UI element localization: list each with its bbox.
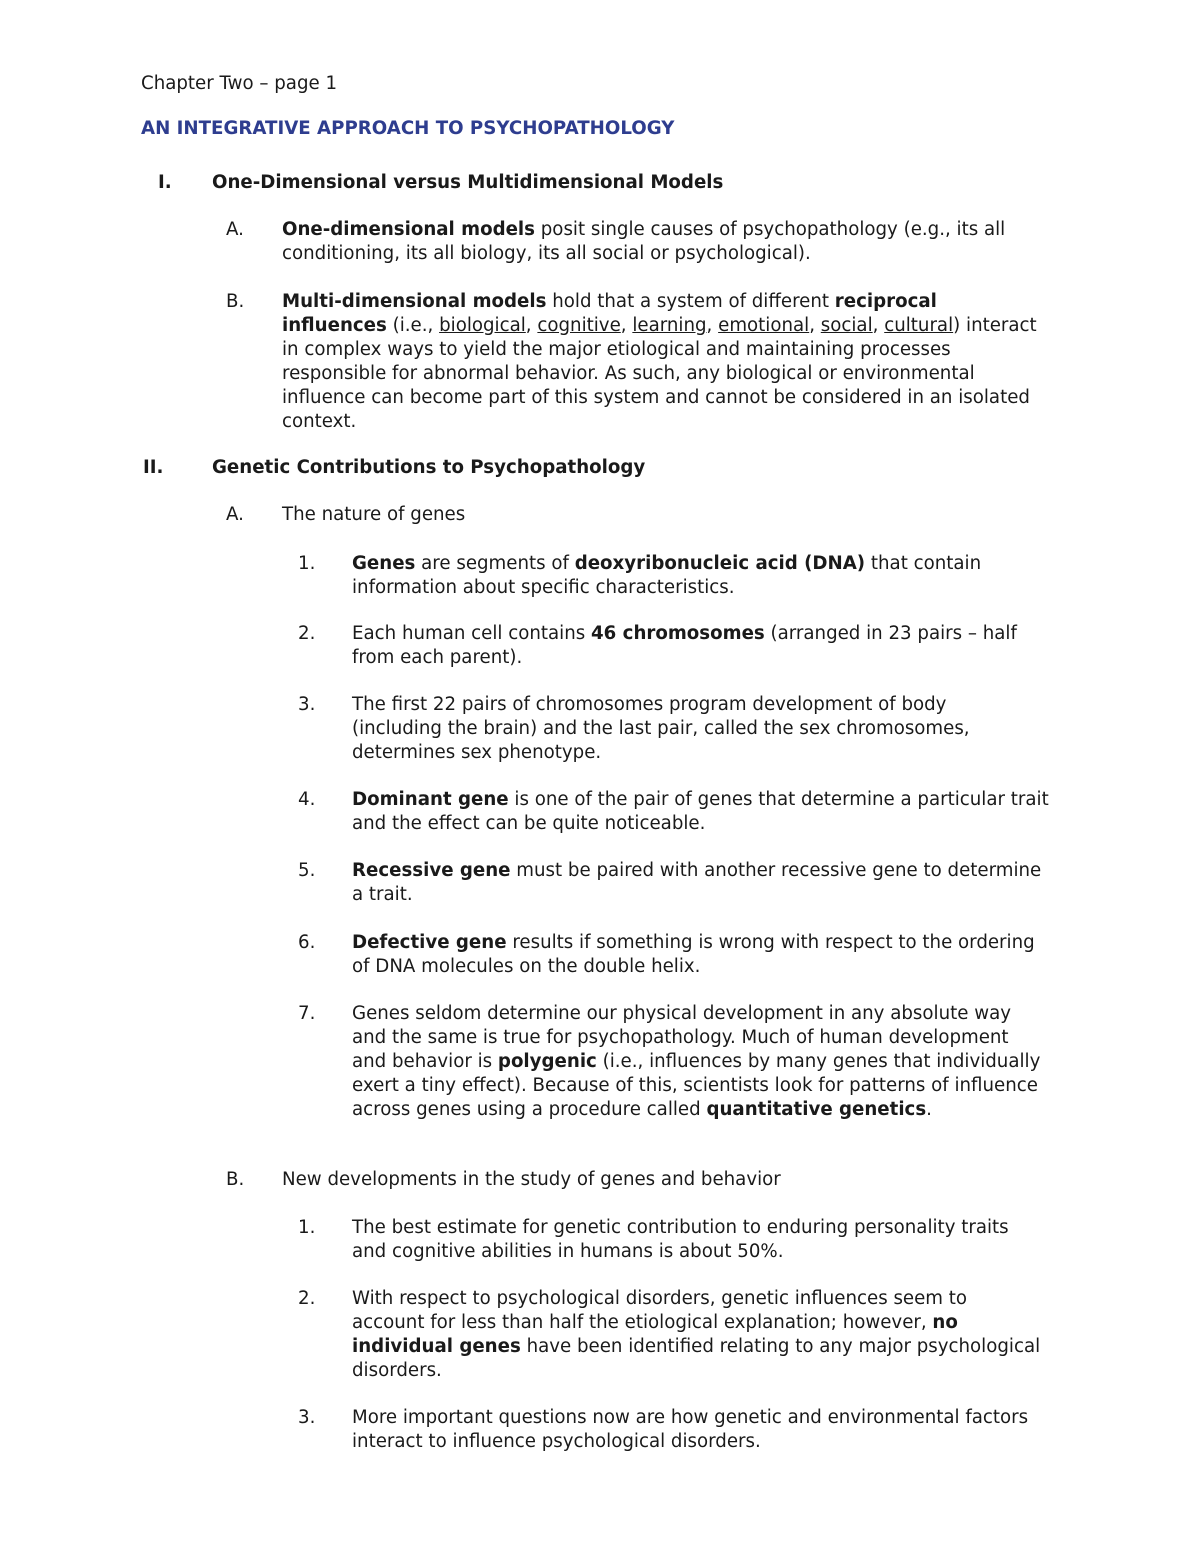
item-label: B. (226, 1169, 245, 1190)
subsection-heading: New developments in the study of genes and behavior (282, 1169, 781, 1190)
list-number: 2. (298, 623, 316, 644)
subsection-heading: The nature of genes (282, 504, 466, 525)
influence-emotional: emotional (718, 315, 810, 336)
term: no individual genes (352, 1312, 958, 1357)
text: The first 22 pairs of chromosomes program development of body (including the brain) and the last pair, called the sex chromosomes, determines sex phenotype. (352, 694, 970, 763)
list-item (352, 1406, 1042, 1454)
text: ) interact in complex ways to yield the major etiological and maintaining processes responsible for abnormal behavior. As such, any biological or environmental influence can become part of this system and cannot be considered in an isolated context. (282, 315, 1037, 432)
influence-social: social (820, 315, 873, 336)
page-header: Chapter Two – page 1 (141, 73, 338, 94)
list-number: 5. (298, 860, 316, 881)
term: Multi-dimensional models (282, 291, 547, 312)
term: reciprocal influences (282, 291, 937, 336)
list-item (352, 1216, 1042, 1264)
list-number: 6. (298, 932, 316, 953)
influence-cognitive: cognitive (537, 315, 621, 336)
list-item (352, 552, 1042, 600)
text: Each human cell contains (352, 623, 592, 644)
text: results if something is wrong with respect to the ordering of DNA molecules on the double helix. (352, 932, 1035, 977)
item-label: A. (226, 219, 244, 240)
text: . (926, 1099, 932, 1120)
text: More important questions now are how genetic and environmental factors interact to influence psychological disorders. (352, 1407, 1029, 1452)
term: 46 chromosomes (591, 623, 765, 644)
text: Genes seldom determine our physical development in any absolute way and the same is true for psychopathology. Much of human development and behavior is (352, 1003, 1011, 1072)
term: quantitative genetics (706, 1099, 927, 1120)
term: deoxyribonucleic acid (DNA) (574, 553, 866, 574)
item-label: B. (226, 291, 245, 312)
text: that contain information about specific characteristics. (352, 553, 982, 598)
list-item (352, 931, 1042, 979)
text: The best estimate for genetic contribution to enduring personality traits and cognitive abilities in humans is about 50%. (352, 1217, 1009, 1262)
text: (arranged in 23 pairs – half from each parent). (352, 623, 1017, 668)
influence-cultural: cultural (884, 315, 954, 336)
list-number: 7. (298, 1003, 316, 1024)
text: (i.e., (386, 315, 440, 336)
text: With respect to psychological disorders, genetic influences seem to account for less than half the etiological explanation; however, (352, 1288, 968, 1333)
term: Defective gene (352, 932, 507, 953)
text: must be paired with another recessive gene to determine a trait. (352, 860, 1042, 905)
item-label: A. (226, 504, 244, 525)
term: polygenic (497, 1051, 597, 1072)
section-heading: One-Dimensional versus Multidimensional Models (212, 172, 724, 193)
document-title: AN INTEGRATIVE APPROACH TO PSYCHOPATHOLOGY (141, 118, 675, 139)
list-item (352, 1002, 1042, 1122)
text: posit single causes of psychopathology (e.g., its all conditioning, its all biology, its all social or psychological). (282, 219, 1006, 264)
section-heading: Genetic Contributions to Psychopathology (212, 457, 646, 478)
term: Genes (352, 553, 416, 574)
list-number: 1. (298, 1217, 316, 1238)
paragraph-multi-dimensional: Multi-dimensional models hold that a system of different reciprocal influences (i.e., biological, cognitive, learning, emotional, social, cultural) interact in complex ways to yield the major etiological and maintaining processes responsible for abnormal behavior. As such, any biological or environmental influence can become part of this system and cannot be considered in an isolated context. (282, 291, 1037, 432)
influence-biological: biological (439, 315, 526, 336)
list-item (352, 693, 1042, 765)
text: have been identified relating to any major psychological disorders. (352, 1336, 1041, 1381)
list-item (352, 1287, 1042, 1383)
text: (i.e., influences by many genes that individually exert a tiny effect). Because of this, scientists look for patterns of influence across genes using a procedure called (352, 1051, 1041, 1120)
text: is one of the pair of genes that determine a particular trait and the effect can be quite noticeable. (352, 789, 1049, 834)
section-numeral: II. (143, 457, 164, 478)
list-number: 2. (298, 1288, 316, 1309)
term: Recessive gene (352, 860, 511, 881)
list-item (352, 788, 1064, 836)
section-numeral: I. (158, 172, 172, 193)
paragraph-one-dimensional (282, 218, 1052, 266)
term: Dominant gene (352, 789, 509, 810)
text: are segments of (415, 553, 575, 574)
term: One-dimensional models (282, 219, 535, 240)
list-number: 1. (298, 553, 316, 574)
list-number: 4. (298, 789, 316, 810)
influence-learning: learning (632, 315, 707, 336)
text: hold that a system of different (546, 291, 835, 312)
list-number: 3. (298, 1407, 316, 1428)
list-item (352, 859, 1042, 907)
list-number: 3. (298, 694, 316, 715)
list-item (352, 622, 1042, 670)
